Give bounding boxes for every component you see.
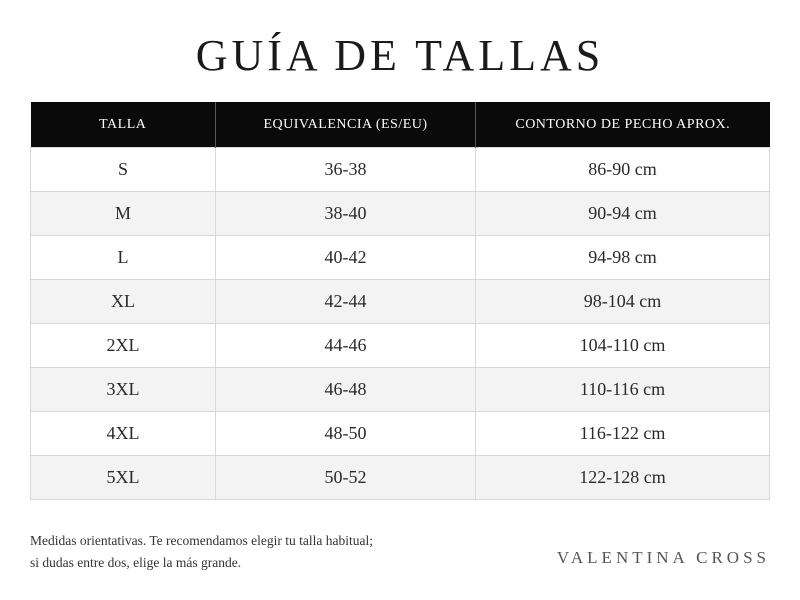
page-title: GUÍA DE TALLAS xyxy=(195,31,605,80)
cell-size: M xyxy=(31,192,216,236)
table-row xyxy=(31,148,770,192)
note-line-2: si dudas entre dos, elige la más grande. xyxy=(30,555,242,570)
table-row xyxy=(31,280,770,324)
cell-chest: 86-90 cm xyxy=(476,148,770,192)
table-row xyxy=(31,456,770,500)
brand-name: VALENTINA CROSS xyxy=(556,548,770,567)
cell-equivalence: 48-50 xyxy=(216,412,476,456)
cell-chest: 110-116 cm xyxy=(476,368,770,412)
cell-size: 4XL xyxy=(31,412,216,456)
cell-chest: 116-122 cm xyxy=(476,412,770,456)
table-row xyxy=(31,368,770,412)
cell-size: 3XL xyxy=(31,368,216,412)
cell-size: L xyxy=(31,236,216,280)
cell-equivalence: 36-38 xyxy=(216,148,476,192)
cell-equivalence: 42-44 xyxy=(216,280,476,324)
header-equivalence: EQUIVALENCIA (ES/EU) xyxy=(216,102,476,148)
table-header-row xyxy=(31,102,770,148)
cell-chest: 122-128 cm xyxy=(476,456,770,500)
cell-equivalence: 44-46 xyxy=(216,324,476,368)
cell-size: 5XL xyxy=(31,456,216,500)
table-row xyxy=(31,236,770,280)
table-row xyxy=(31,324,770,368)
cell-size: S xyxy=(31,148,216,192)
table-row xyxy=(31,412,770,456)
cell-size: 2XL xyxy=(31,324,216,368)
cell-chest: 104-110 cm xyxy=(476,324,770,368)
note-line-1: Medidas orientativas. Te recomendamos elegir tu talla habitual; xyxy=(30,533,373,548)
cell-equivalence: 46-48 xyxy=(216,368,476,412)
size-chart-table xyxy=(30,102,770,500)
header-chest: CONTORNO DE PECHO APROX. xyxy=(476,102,770,148)
cell-equivalence: 38-40 xyxy=(216,192,476,236)
cell-chest: 94-98 cm xyxy=(476,236,770,280)
cell-chest: 98-104 cm xyxy=(476,280,770,324)
disclaimer-note xyxy=(30,530,470,574)
header-size: TALLA xyxy=(31,102,216,148)
cell-size: XL xyxy=(31,280,216,324)
cell-equivalence: 40-42 xyxy=(216,236,476,280)
cell-equivalence: 50-52 xyxy=(216,456,476,500)
cell-chest: 90-94 cm xyxy=(476,192,770,236)
table-row xyxy=(31,192,770,236)
